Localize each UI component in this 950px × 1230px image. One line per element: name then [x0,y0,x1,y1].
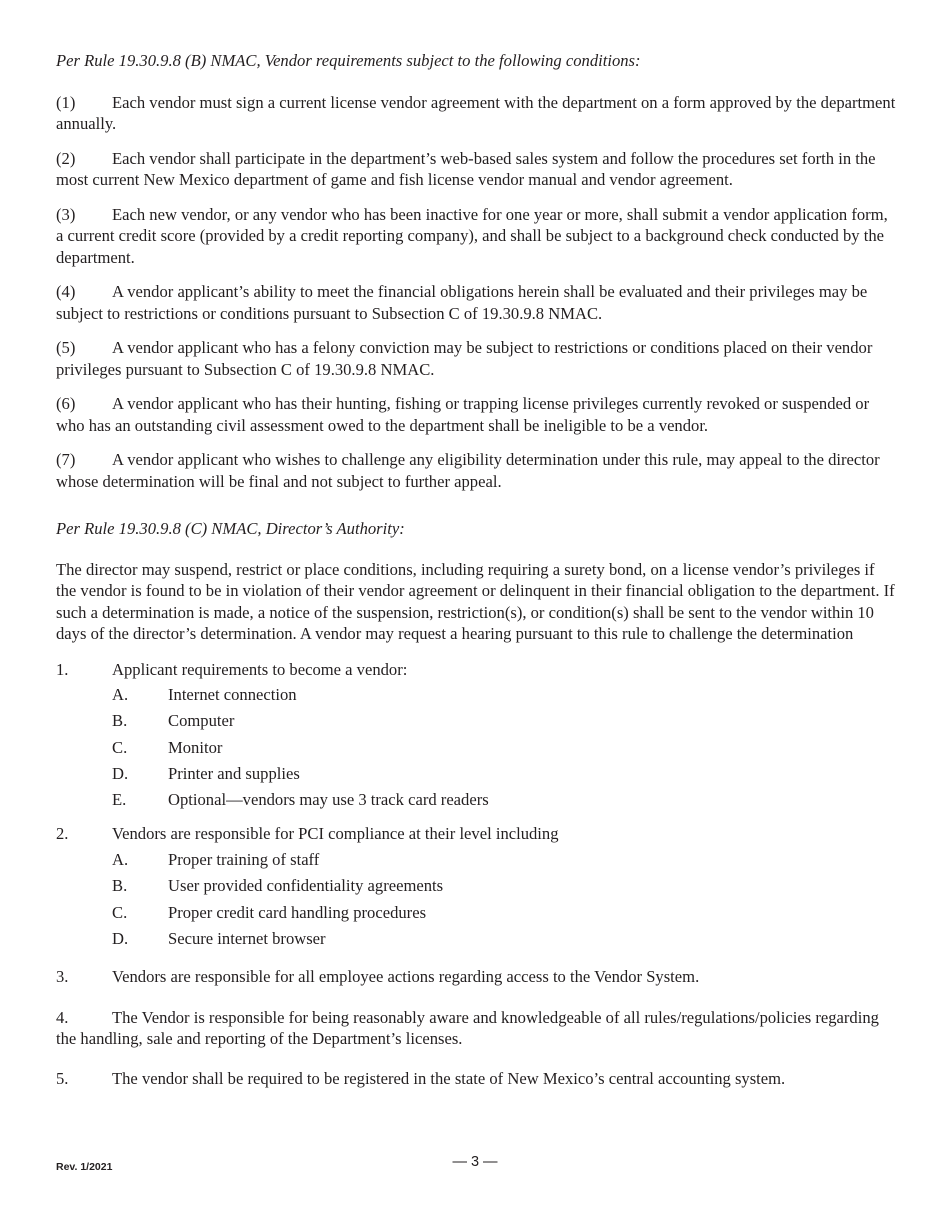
condition-text: Each vendor must sign a current license vendor agreement with the department on a form approved by the department annually. [56,92,896,133]
list-number: 4. [56,1007,69,1027]
revision-label: Rev. 1/2021 [56,1161,113,1173]
condition-number: (5) [56,338,76,357]
condition-text: Each new vendor, or any vendor who has been inactive for one year or more, shall submit a vendor application form, a current credit score (provided by a credit reporting company), and shall be subject to a background check conducted by the department. [56,204,888,267]
sub-letter: C. [112,737,128,757]
list-item-2 [56,823,898,952]
list-item-5 [56,1068,898,1090]
condition-text: A vendor applicant who has their hunting, fishing or trapping license privileges currently revoked or suspended or who has an outstanding civil assessment owed to the department shall be ineligible to be a vendor. [56,394,870,435]
sub-item [112,873,898,899]
condition-number: (2) [56,148,76,168]
sub-letter: A. [112,685,129,704]
list-text: Vendors are responsible for all employee actions regarding access to the Vendor System. [112,967,700,987]
list-text: The vendor shall be required to be registered in the state of New Mexico’s central accounting system. [112,1068,786,1088]
sub-letter: D. [112,763,129,783]
director-authority-paragraph: The director may suspend, restrict or place conditions, including requiring a surety bond, on a license vendor’s privileges if the vendor is found to be in violation of their vendor agreement or delinquent in their financial obligation to the department. If such a determination is made, a notice of the suspension, restriction(s), or condition(s) shall be sent to the vendor within 10 days of the director’s determination. A vendor may request a hearing pursuant to this rule to challenge the determination [56,559,895,643]
sub-text: Secure internet browser [168,928,326,948]
condition-5 [56,337,898,380]
list-text: Applicant requirements to become a vendor: [112,659,408,679]
sub-letter: B. [112,711,128,731]
sublist [112,847,898,952]
sub-letter: A. [112,849,129,869]
list-text: The Vendor is responsible for being reasonably aware and knowledgeable of all rules/regulations/policies regarding the handling, sale and reporting of the Department’s licenses. [56,1007,879,1049]
sub-item [112,735,898,761]
condition-text: A vendor applicant who has a felony conviction may be subject to restrictions or conditions placed on their vendor privileges pursuant to Subsection C of 19.30.9.8 NMAC. [56,338,873,379]
sub-letter: E. [112,790,127,810]
sub-text: Printer and supplies [168,763,300,783]
condition-6 [56,393,898,436]
condition-text: A vendor applicant who wishes to challenge any eligibility determination under this rule, may appeal to the director whose determination will be final and not subject to further appeal. [56,450,880,491]
list-text: Vendors are responsible for PCI compliance at their level including [112,824,559,844]
sub-item [112,708,898,734]
list-number: 3. [56,967,69,987]
sub-letter: C. [112,902,128,922]
sub-item [112,847,898,873]
list-number: 5. [56,1068,69,1088]
list-item-1 [56,659,898,814]
condition-3 [56,204,898,269]
condition-text: Each vendor shall participate in the department’s web-based sales system and follow the procedures set forth in the most current New Mexico department of game and fish license vendor manual and vendor agreement. [56,148,876,189]
sub-text: Computer [168,711,235,731]
sub-item [112,926,898,952]
sub-item [112,682,898,708]
list-item-3 [56,966,898,988]
condition-2 [56,148,898,191]
sub-text: Monitor [168,737,223,757]
sub-text: Internet connection [168,685,297,704]
sub-text: Proper credit card handling procedures [168,902,427,922]
condition-text: A vendor applicant’s ability to meet the financial obligations herein shall be evaluated and their privileges may be subject to restrictions or conditions pursuant to Subsection C of 19.30.9.8 NMAC. [56,282,868,323]
sub-letter: B. [112,876,128,896]
sublist [112,682,898,813]
section-b-heading: Per Rule 19.30.9.8 (B) NMAC, Vendor requirements subject to the following conditions: [56,51,641,70]
condition-number: (1) [56,92,76,112]
sub-item [112,787,898,813]
sub-letter: D. [112,928,129,948]
condition-1 [56,92,898,135]
sub-item [112,761,898,787]
list-item-4 [56,1007,898,1050]
sub-item [112,900,898,926]
sub-text: Proper training of staff [168,849,320,869]
list-number: 2. [56,824,69,844]
document-page [56,50,898,1089]
sub-text: Optional—vendors may use 3 track card readers [168,790,489,810]
list-number: 1. [56,659,69,679]
condition-number: (4) [56,282,76,301]
condition-7 [56,449,898,492]
page-number: — 3 — [452,1154,498,1170]
section-c-heading: Per Rule 19.30.9.8 (C) NMAC, Director’s Authority: [56,519,405,538]
condition-4 [56,281,898,324]
condition-number: (3) [56,204,76,224]
condition-number: (7) [56,450,76,469]
sub-text: User provided confidentiality agreements [168,876,444,896]
condition-number: (6) [56,394,76,413]
